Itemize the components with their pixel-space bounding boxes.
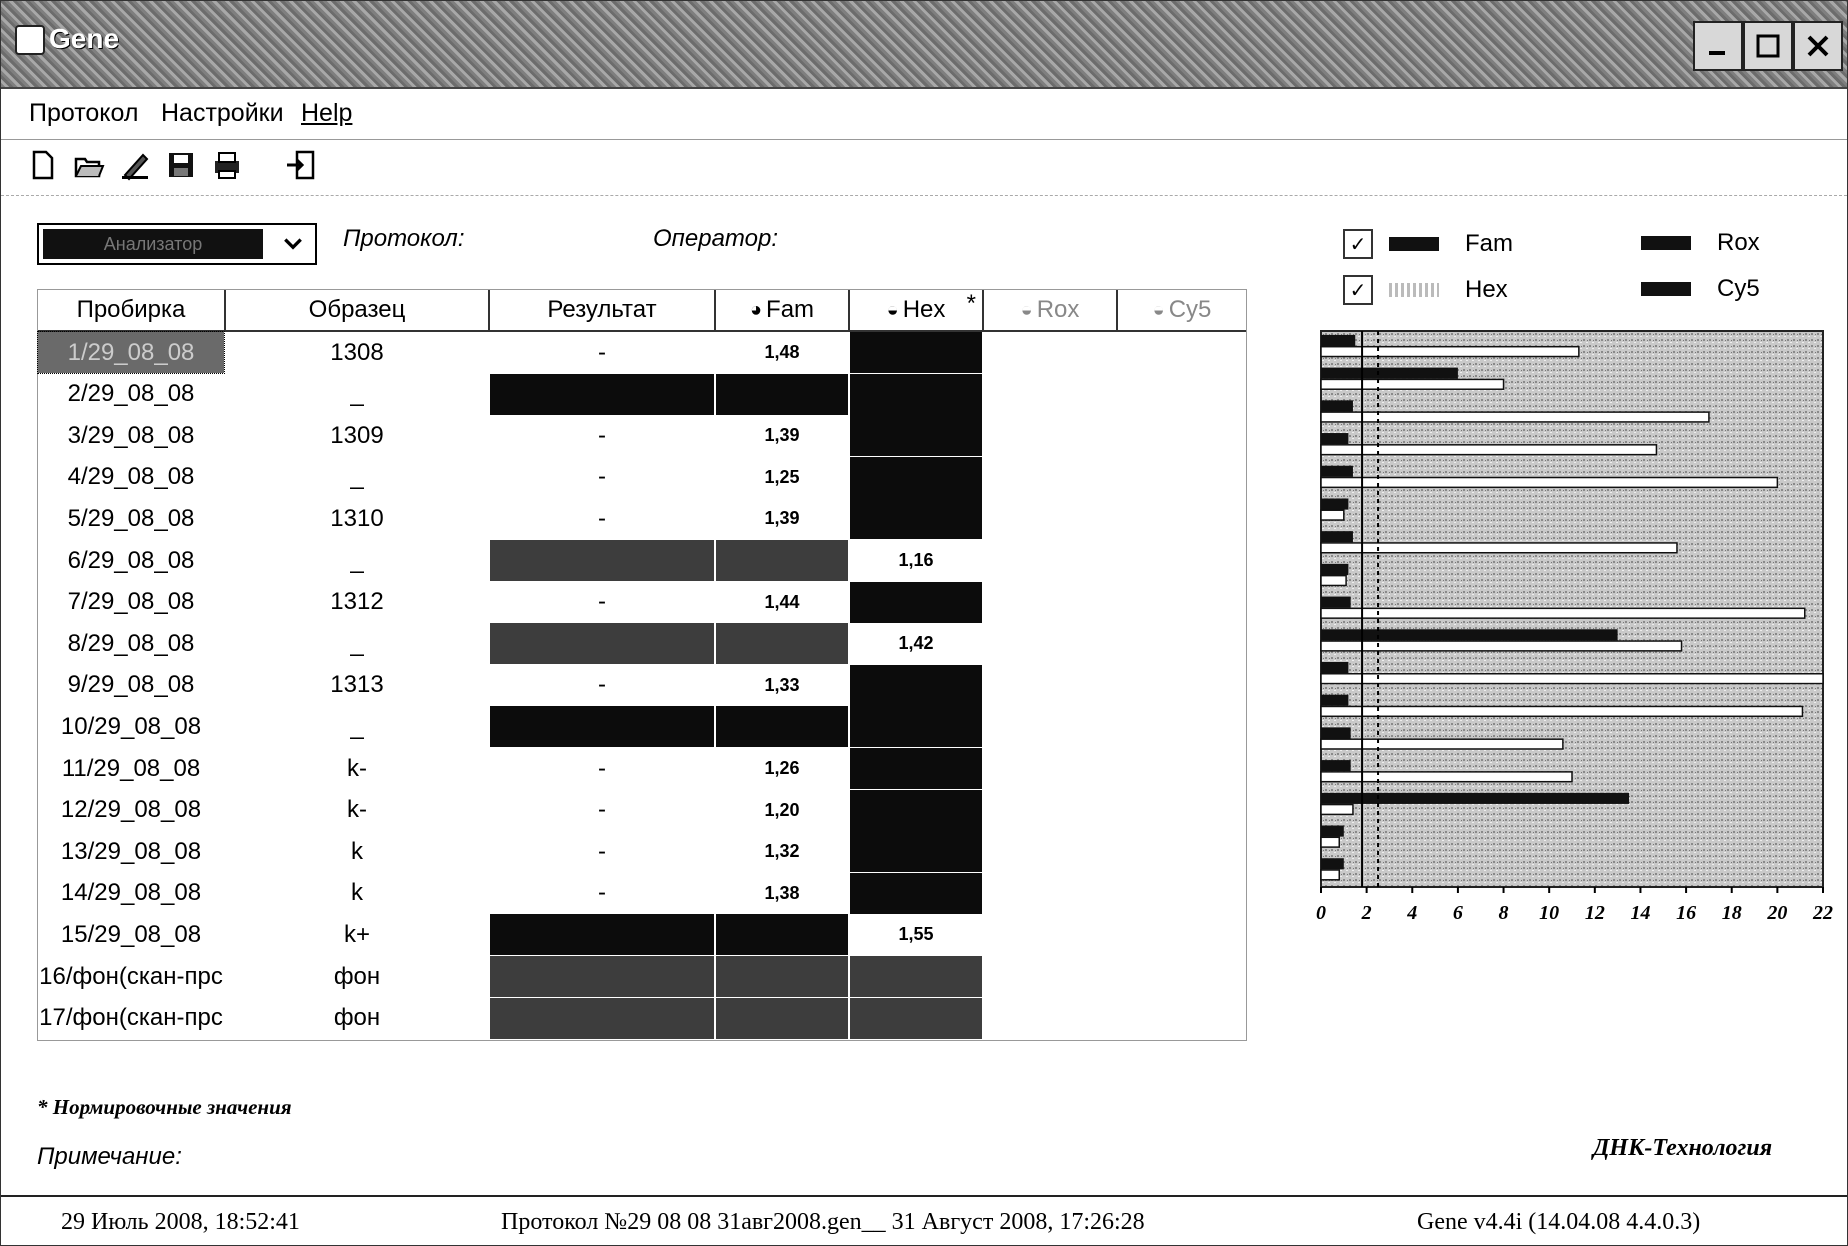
table-row[interactable] bbox=[38, 998, 1246, 1039]
legend-label-fam: Fam bbox=[1465, 230, 1513, 257]
fam-bar bbox=[1321, 466, 1353, 477]
analyzer-dropdown[interactable] bbox=[37, 223, 317, 265]
x-tick-label: 14 bbox=[1630, 902, 1651, 924]
cell-result[interactable]: - bbox=[598, 463, 606, 491]
fam-bar bbox=[1321, 531, 1353, 542]
hex-bar bbox=[1321, 379, 1504, 389]
cell-sample[interactable]: 1309 bbox=[330, 421, 384, 449]
fam-bar bbox=[1321, 498, 1348, 509]
cell-result[interactable]: - bbox=[598, 421, 606, 449]
cell-tube[interactable]: 6/29_08_08 bbox=[67, 546, 195, 574]
cell-fam[interactable] bbox=[716, 623, 848, 664]
cell-hex[interactable] bbox=[850, 873, 982, 914]
x-tick-label: 10 bbox=[1539, 902, 1560, 924]
cell-sample[interactable]: k- bbox=[347, 796, 367, 824]
cell-sample[interactable]: k bbox=[351, 879, 363, 907]
cell-sample[interactable]: 1313 bbox=[330, 671, 384, 699]
close-icon bbox=[1803, 31, 1833, 61]
x-tick-label: 20 bbox=[1767, 902, 1788, 924]
cell-result[interactable]: - bbox=[598, 754, 606, 782]
operator-label: Оператор: bbox=[653, 225, 779, 252]
cell-result[interactable]: - bbox=[598, 588, 606, 616]
cell-fam[interactable]: 1,38 bbox=[764, 882, 800, 903]
new-file-button[interactable] bbox=[25, 147, 61, 183]
cell-sample[interactable]: k+ bbox=[343, 920, 370, 948]
hex-bar bbox=[1321, 870, 1339, 880]
hex-bar bbox=[1321, 706, 1802, 716]
legend-cy5 bbox=[1641, 275, 1760, 303]
cell-result[interactable] bbox=[490, 540, 714, 581]
cell-hex[interactable]: 1,42 bbox=[898, 633, 934, 654]
cell-tube[interactable]: 12/29_08_08 bbox=[60, 796, 202, 824]
table-row[interactable] bbox=[38, 332, 1246, 373]
cell-tube[interactable]: 17/фон(скан-прс bbox=[39, 1004, 223, 1032]
menu-settings[interactable]: Настройки bbox=[161, 99, 284, 127]
cell-hex[interactable] bbox=[850, 706, 982, 747]
exit-icon bbox=[285, 149, 317, 181]
table-row[interactable] bbox=[38, 498, 1246, 539]
cell-result[interactable]: - bbox=[598, 796, 606, 824]
x-tick-label: 2 bbox=[1361, 902, 1372, 924]
fam-channel-icon: ◕ bbox=[749, 298, 763, 321]
cell-result[interactable]: - bbox=[598, 338, 606, 366]
cell-fam[interactable]: 1,39 bbox=[764, 508, 800, 529]
maximize-icon bbox=[1753, 31, 1783, 61]
legend-hex[interactable] bbox=[1343, 275, 1508, 305]
table-row[interactable] bbox=[38, 374, 1246, 415]
fluorescence-bar-chart bbox=[1301, 321, 1841, 1081]
x-tick-label: 6 bbox=[1452, 902, 1463, 924]
cell-sample[interactable]: _ bbox=[350, 380, 364, 408]
cell-sample[interactable]: _ bbox=[350, 629, 364, 657]
save-button[interactable] bbox=[163, 147, 199, 183]
cell-fam[interactable] bbox=[716, 374, 848, 415]
cell-fam[interactable]: 1,33 bbox=[764, 674, 800, 695]
table-row[interactable] bbox=[38, 956, 1246, 997]
hex-bar bbox=[1321, 608, 1805, 618]
cell-tube[interactable]: 9/29_08_08 bbox=[67, 671, 195, 699]
cell-tube[interactable]: 10/29_08_08 bbox=[60, 712, 202, 740]
fam-bar bbox=[1321, 335, 1355, 346]
minimize-icon bbox=[1703, 31, 1733, 61]
cy5-channel-icon: ◒ bbox=[1152, 298, 1165, 321]
fam-bar bbox=[1321, 629, 1618, 640]
cell-hex[interactable]: 1,16 bbox=[898, 550, 934, 570]
x-tick-label: 22 bbox=[1813, 902, 1833, 924]
cell-result[interactable] bbox=[490, 623, 714, 664]
cell-fam[interactable] bbox=[716, 706, 848, 747]
cell-hex[interactable] bbox=[850, 457, 982, 498]
cell-hex[interactable] bbox=[850, 790, 982, 831]
cell-tube[interactable]: 16/фон(скан-прс bbox=[39, 962, 223, 990]
new-file-icon bbox=[27, 149, 59, 181]
table-row[interactable] bbox=[38, 873, 1246, 914]
table-row[interactable] bbox=[38, 748, 1246, 789]
hex-bar bbox=[1321, 510, 1344, 520]
table-row[interactable] bbox=[38, 665, 1246, 706]
cell-result[interactable] bbox=[490, 998, 714, 1039]
cell-sample[interactable]: k bbox=[351, 837, 363, 865]
toolbar bbox=[1, 139, 1847, 196]
cell-hex[interactable] bbox=[850, 374, 982, 415]
print-icon bbox=[211, 149, 243, 181]
cell-hex[interactable] bbox=[850, 998, 982, 1039]
cell-tube[interactable]: 15/29_08_08 bbox=[60, 920, 202, 948]
cell-result[interactable] bbox=[490, 914, 714, 955]
cell-tube[interactable]: 7/29_08_08 bbox=[67, 588, 195, 616]
x-tick-label: 4 bbox=[1407, 902, 1418, 924]
hex-bar bbox=[1321, 347, 1579, 357]
hex-bar bbox=[1321, 641, 1682, 651]
table-header bbox=[38, 290, 1246, 332]
cell-result[interactable]: - bbox=[598, 504, 606, 532]
fam-checkbox[interactable]: ✓ bbox=[1343, 229, 1373, 259]
fam-bar bbox=[1321, 662, 1348, 673]
table-row[interactable] bbox=[38, 457, 1246, 498]
status-datetime: 29 Июль 2008, 18:52:41 bbox=[61, 1209, 300, 1235]
table-row[interactable] bbox=[38, 582, 1246, 623]
cell-hex[interactable] bbox=[850, 582, 982, 623]
chevron-down-icon[interactable] bbox=[275, 227, 311, 261]
hex-channel-icon: ◒ bbox=[886, 298, 899, 321]
fam-bar bbox=[1321, 826, 1344, 837]
window-title: Gene bbox=[49, 23, 120, 54]
cell-fam[interactable]: 1,32 bbox=[764, 841, 800, 862]
cell-fam[interactable]: 1,25 bbox=[764, 466, 800, 487]
status-bar bbox=[1, 1195, 1847, 1246]
legend-label-hex: Hex bbox=[1465, 276, 1508, 303]
hex-bar bbox=[1321, 674, 1823, 684]
cell-fam[interactable]: 1,20 bbox=[764, 799, 800, 820]
col-fam[interactable]: ◕ Fam bbox=[716, 290, 850, 330]
fam-bar bbox=[1321, 368, 1458, 379]
x-tick-label: 16 bbox=[1676, 902, 1697, 924]
cell-tube[interactable]: 4/29_08_08 bbox=[67, 463, 195, 491]
open-button[interactable] bbox=[71, 147, 107, 183]
close-button[interactable] bbox=[1793, 21, 1843, 71]
cell-fam[interactable] bbox=[716, 914, 848, 955]
col-tube[interactable]: Пробирка bbox=[38, 290, 226, 330]
fam-bar bbox=[1321, 793, 1629, 804]
cell-tube[interactable]: 5/29_08_08 bbox=[67, 504, 195, 532]
cell-tube[interactable]: 1/29_08_08 bbox=[38, 332, 224, 373]
cell-hex[interactable] bbox=[850, 831, 982, 872]
cell-fam[interactable]: 1,44 bbox=[764, 591, 800, 612]
exit-button[interactable] bbox=[283, 147, 319, 183]
cell-fam[interactable] bbox=[716, 956, 848, 997]
cell-sample[interactable]: 1312 bbox=[330, 588, 384, 616]
protocol-label: Протокол: bbox=[343, 225, 465, 252]
cell-result[interactable] bbox=[490, 706, 714, 747]
normalization-note: * Нормировочные значения bbox=[37, 1095, 292, 1119]
fam-bar bbox=[1321, 695, 1348, 706]
hex-bar bbox=[1321, 543, 1677, 553]
rox-swatch bbox=[1641, 236, 1691, 250]
fam-bar bbox=[1321, 597, 1351, 608]
status-file: Протокол №29 08 08 31авг2008.gen__ 31 Август 2008, 17:26:28 bbox=[501, 1209, 1145, 1235]
analyzer-value: Анализатор bbox=[43, 229, 263, 259]
table-row[interactable] bbox=[38, 415, 1246, 456]
x-tick-label: 18 bbox=[1721, 902, 1742, 924]
table-row[interactable] bbox=[38, 706, 1246, 747]
results-table bbox=[37, 289, 1247, 1041]
cell-tube[interactable]: 13/29_08_08 bbox=[60, 837, 202, 865]
cell-result[interactable]: - bbox=[598, 879, 606, 907]
fam-bar bbox=[1321, 760, 1351, 771]
hex-swatch bbox=[1389, 283, 1439, 297]
col-rox[interactable]: ◒ Rox bbox=[984, 290, 1118, 330]
cell-tube[interactable]: 2/29_08_08 bbox=[67, 380, 195, 408]
maximize-button[interactable] bbox=[1743, 21, 1793, 71]
hex-checkbox[interactable]: ✓ bbox=[1343, 275, 1373, 305]
col-result[interactable]: Результат bbox=[490, 290, 716, 330]
cell-sample[interactable]: фон bbox=[333, 1004, 381, 1032]
save-icon bbox=[165, 149, 197, 181]
cell-result[interactable] bbox=[490, 374, 714, 415]
cell-fam[interactable]: 1,26 bbox=[764, 758, 800, 778]
cell-fam[interactable] bbox=[716, 540, 848, 581]
cell-tube[interactable]: 8/29_08_08 bbox=[67, 629, 195, 657]
col-cy5[interactable]: ◒ Cy5 bbox=[1152, 296, 1212, 323]
x-tick-label: 8 bbox=[1498, 902, 1509, 924]
fam-bar bbox=[1321, 727, 1351, 738]
cell-result[interactable] bbox=[490, 956, 714, 997]
menu-bar bbox=[1, 89, 1847, 140]
col-sample[interactable]: Образец bbox=[226, 290, 490, 330]
edit-icon bbox=[119, 149, 151, 181]
open-folder-icon bbox=[73, 149, 105, 181]
cell-fam[interactable]: 1,48 bbox=[764, 342, 800, 362]
table-row[interactable] bbox=[38, 914, 1246, 955]
menu-help[interactable]: Help bbox=[301, 99, 353, 127]
rox-channel-icon: ◒ bbox=[1020, 298, 1033, 321]
print-button[interactable] bbox=[209, 147, 245, 183]
cell-hex[interactable] bbox=[850, 498, 982, 539]
legend-fam[interactable] bbox=[1343, 229, 1513, 259]
cell-sample[interactable]: 1308 bbox=[330, 338, 384, 366]
cell-result[interactable]: - bbox=[598, 671, 606, 699]
title-bar bbox=[1, 1, 1847, 89]
cell-hex[interactable] bbox=[850, 332, 982, 373]
hex-bar bbox=[1321, 412, 1709, 422]
cell-fam[interactable] bbox=[716, 998, 848, 1039]
cell-sample[interactable]: _ bbox=[350, 546, 364, 574]
table-row[interactable] bbox=[38, 790, 1246, 831]
table-row[interactable] bbox=[38, 540, 1246, 581]
cell-sample[interactable]: 1310 bbox=[330, 504, 384, 532]
status-version: Gene v4.4i (14.04.08 4.4.0.3) bbox=[1417, 1209, 1701, 1235]
cell-hex[interactable] bbox=[850, 415, 982, 456]
hex-bar bbox=[1321, 772, 1572, 782]
legend-label-cy5: Cy5 bbox=[1717, 275, 1760, 302]
fam-bar bbox=[1321, 858, 1344, 869]
cell-hex[interactable] bbox=[850, 956, 982, 997]
hex-bar bbox=[1321, 837, 1339, 847]
company-signature: ДНК-Технология bbox=[1593, 1135, 1773, 1161]
legend-rox bbox=[1641, 229, 1760, 257]
cell-hex[interactable]: 1,55 bbox=[898, 924, 934, 945]
cell-sample[interactable]: _ bbox=[350, 463, 364, 491]
normalization-marker: * bbox=[966, 290, 976, 317]
hex-bar bbox=[1321, 739, 1563, 749]
edit-button[interactable] bbox=[117, 147, 153, 183]
hex-bar bbox=[1321, 445, 1656, 455]
hex-bar bbox=[1321, 478, 1777, 488]
cell-tube[interactable]: 3/29_08_08 bbox=[67, 421, 195, 449]
legend-label-rox: Rox bbox=[1717, 229, 1760, 256]
fam-bar bbox=[1321, 564, 1348, 575]
menu-protocol[interactable]: Протокол bbox=[29, 99, 139, 127]
cell-sample[interactable]: _ bbox=[350, 712, 364, 740]
cell-tube[interactable]: 14/29_08_08 bbox=[60, 879, 202, 907]
x-tick-label: 12 bbox=[1584, 902, 1605, 924]
fam-bar bbox=[1321, 400, 1353, 411]
col-hex[interactable]: ◒ Hex * bbox=[850, 290, 984, 330]
cell-sample[interactable]: k- bbox=[347, 754, 367, 782]
table-row[interactable] bbox=[38, 831, 1246, 872]
cell-sample[interactable]: фон bbox=[333, 962, 381, 990]
cy5-swatch bbox=[1641, 282, 1691, 296]
fam-bar bbox=[1321, 433, 1348, 444]
cell-hex[interactable] bbox=[850, 665, 982, 706]
x-tick-label: 0 bbox=[1316, 902, 1326, 924]
cell-tube[interactable]: 11/29_08_08 bbox=[61, 754, 201, 782]
hex-bar bbox=[1321, 576, 1346, 586]
fam-swatch bbox=[1389, 237, 1439, 251]
cell-hex[interactable] bbox=[850, 748, 982, 789]
cell-fam[interactable]: 1,39 bbox=[764, 425, 800, 446]
minimize-button[interactable] bbox=[1693, 21, 1743, 71]
table-row[interactable] bbox=[38, 623, 1246, 664]
remark-label: Примечание: bbox=[37, 1143, 182, 1170]
hex-bar bbox=[1321, 805, 1353, 815]
cell-result[interactable]: - bbox=[598, 837, 606, 865]
app-icon bbox=[15, 25, 45, 55]
